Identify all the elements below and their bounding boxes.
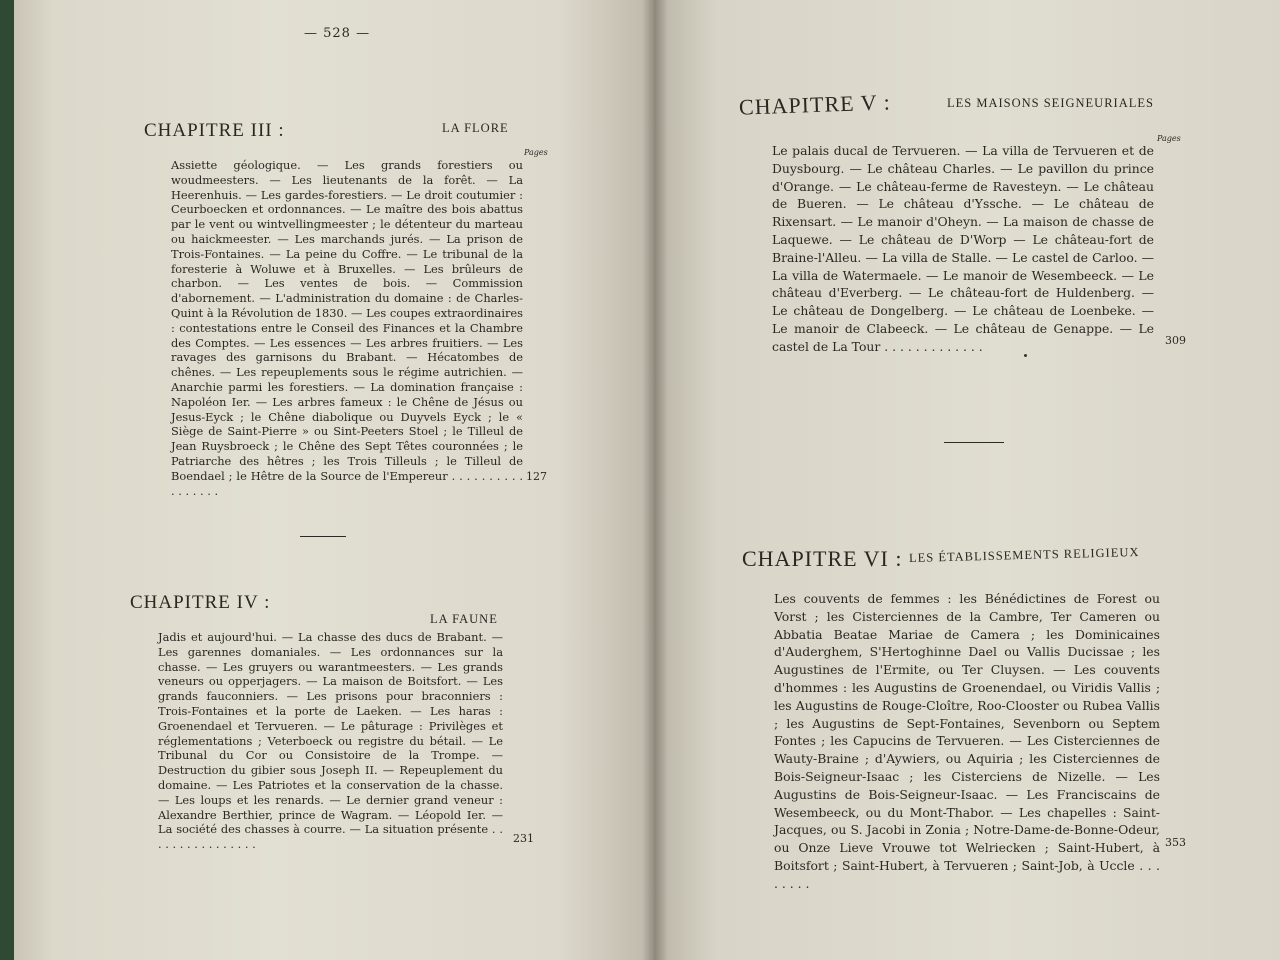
printer-dot	[1024, 354, 1027, 357]
chapter-5-page-number: 309	[1165, 334, 1186, 347]
pages-column-header: Pages	[524, 148, 548, 157]
right-page	[654, 0, 1280, 960]
chapter-4-page-number: 231	[513, 832, 534, 845]
left-page	[14, 0, 654, 960]
chapter-6-page-number: 353	[1165, 836, 1186, 849]
pages-column-header: Pages	[1157, 134, 1181, 143]
chapter-3-title: CHAPITRE III :	[144, 120, 285, 141]
section-divider	[944, 442, 1004, 443]
open-book	[14, 0, 1280, 960]
book-gutter	[642, 0, 668, 960]
chapter-6-summary: Les couvents de femmes : les Bénédictines de Forest ou Vorst ; les Cisterciennes de la Cambre, Ter Cameren ou Abbatia Beatae Mariae de Camera ; les Dominicaines d'Auderghem, S'Hertoghinne Dael ou Vallis Ducissae ; les Augustines de l'Ermite, ou Ter Cluysen. — Les couvents d'hommes : les Augustins de Groenendael, ou Viridis Vallis ; les Augustins de Rouge-Cloître, Roo-Clooster ou Rubea Vallis ; les Augustins de Sept-Fontaines, Sevenborn ou Septem Fontes ; les Capucins de Tervueren. — Les Cisterciennes de Wauty-Braine ; d'Aywiers, ou Aquiria ; les Cisterciennes de Bois-Seigneur-Isaac ; les Cisterciens de Nizelle. — Les Augustins de Bois-Seigneur-Isaac. — Les Franciscains de Wesembeeck, ou du Mont-Thabor. — Les chapelles : Saint-Jacques, ou S. Jacobi in Zonia ; Notre-Dame-de-Bonne-Odeur, ou Onze Lieve Vrouwe tot Welriecken ; Saint-Hubert, à Boitsfort ; Saint-Hubert, à Tervueren ; Saint-Job, à Uccle . . . . . . . .	[774, 591, 1160, 891]
chapter-3-subject: LA FLORE	[442, 121, 509, 135]
chapter-4-summary: Jadis et aujourd'hui. — La chasse des ducs de Brabant. — Les garennes domaniales. — Les ordonnances sur la chasse. — Les gruyers ou warantmeesters. — Les grands veneurs ou opperjagers. — La maison de Boitsfort. — Les grands fauconniers. — Les prisons pour braconniers : Trois-Fontaines et la porte de Laeken. — Les haras : Groenendael et Tervueren. — Le pâturage : Privilèges et réglementations ; Veterboeck ou registre du bétail. — Le Tribunal du Cor ou Consistoire de la Trompe. — Destruction du gibier sous Joseph II. — Repeuplement du domaine. — Les Patriotes et la conservation de la chasse. — Les loups et les renards. — Le dernier grand veneur : Alexandre Berthier, prince de Wagram. — Léopold Ier. — La société des chasses à courre. — La situation présente . . . . . . . . . . . . . . . .	[158, 630, 503, 852]
page-folio: — 528 —	[304, 26, 371, 41]
chapter-5-title: CHAPITRE V :	[738, 89, 892, 120]
chapter-6-subject: LES ÉTABLISSEMENTS RELIGIEUX	[908, 544, 1140, 566]
chapter-4-title: CHAPITRE IV :	[130, 592, 271, 613]
chapter-5-subject: LES MAISONS SEIGNEURIALES	[947, 96, 1154, 110]
section-divider	[300, 536, 346, 537]
chapter-3-summary: Assiette géologique. — Les grands forestiers ou woudmeesters. — Les lieutenants de la forêt. — La Heerenhuis. — Les gardes-forestiers. — Le droit coutumier : Ceurboecken et ordonnances. — Le maître des bois abattus par le vent ou wintvellingmeester ; le détenteur du marteau ou haickmeester. — Les marchands jurés. — La prison de Trois-Fontaines. — La peine du Coffre. — Le tribunal de la foresterie à Woluwe et à Bruxelles. — Les brûleurs de charbon. — Les ventes de bois. — Commission d'abornement. — L'administration du domaine : de Charles-Quint à la Révolution de 1830. — Les coupes extraordinaires : contestations entre le Conseil des Finances et la Chambre des Comptes. — Les essences — Les arbres fruitiers. — Les ravages des garnisons du Brabant. — Hécatombes de chênes. — Les repeuplements sous le régime autrichien. — Anarchie parmi les forestiers. — La domination française : Napoléon Ier. — Les arbres fameux : le Chêne de Jésus ou Jesus-Eyck ; le Chêne diabolique ou Duyvels Eyck ; le « Siège de Saint-Pierre » ou Sint-Peeters Stoel ; le Tilleul de Jean Ruysbroeck ; le Chêne des Sept Têtes couronnées ; le Patriarche des hêtres ; les Trois Tilleuls ; le Tilleul de Boendael ; le Hêtre de la Source de l'Empereur . . . . . . . . . . . . . . . . .	[171, 158, 523, 498]
chapter-5-summary: Le palais ducal de Tervueren. — La villa de Tervueren et de Duysbourg. — Le château Charles. — Le pavillon du prince d'Orange. — Le château-ferme de Ravesteyn. — Le château de Bueren. — Le château d'Yssche. — Le château de Rixensart. — Le manoir d'Oheyn. — La maison de chasse de Laquewe. — Le château de D'Worp — Le château-fort de Braine-l'Alleu. — La villa de Stalle. — Le castel de Carloo. — La villa de Watermaele. — Le manoir de Wesembeeck. — Le château d'Everberg. — Le château-fort de Huldenberg. — Le château de Dongelberg. — Le château de Loenbeke. — Le manoir de Clabeeck. — Le château de Genappe. — Le castel de La Tour . . . . . . . . . . . . .	[772, 143, 1154, 354]
chapter-6-title: CHAPITRE VI :	[742, 546, 903, 571]
chapter-3-page-number: 127	[526, 470, 547, 483]
chapter-4-subject: LA FAUNE	[430, 612, 498, 626]
